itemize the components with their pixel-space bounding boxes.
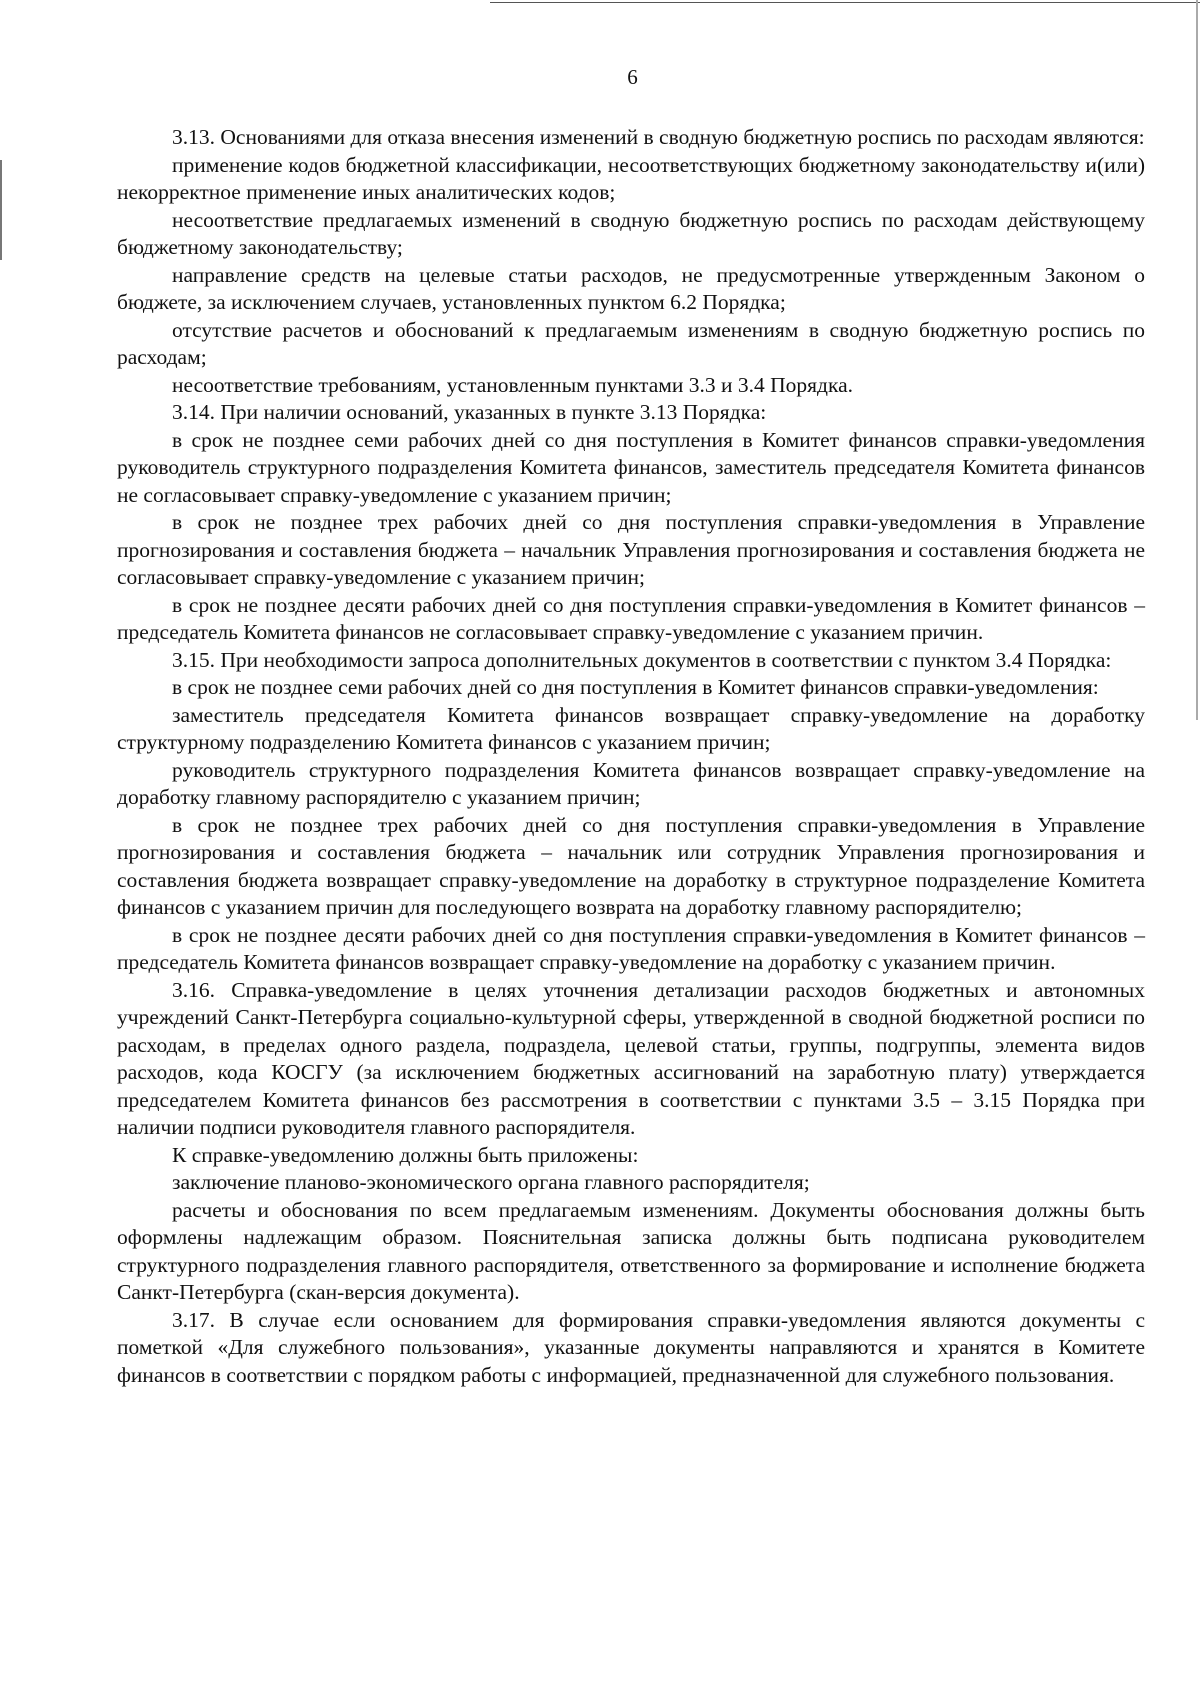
paragraph: в срок не позднее семи рабочих дней со дня поступления в Комитет финансов справки-уведомления руководитель структурного подразделения Комитета финансов, заместитель председателя Комитета финансов не согласовывает справку-уведомление с указанием причин;: [117, 427, 1145, 507]
paragraph: в срок не позднее трех рабочих дней со дня поступления справки-уведомления в Управление прогнозирования и составления бюджета – начальник Управления прогнозирования и составления бюджета не согласовывает справку-уведомление с указанием причин;: [117, 510, 1145, 589]
paragraph: отсутствие расчетов и обоснований к предлагаемым изменениям в сводную бюджетную роспись по расходам;: [117, 317, 1145, 369]
paragraph: заместитель председателя Комитета финансов возвращает справку-уведомление на доработку структурному подразделению Комитета финансов с указанием причин;: [117, 702, 1145, 754]
paragraph-3-14: 3.14. При наличии оснований, указанных в пункте 3.13 Порядка:: [172, 400, 767, 424]
paragraph-3-17: 3.17. В случае если основанием для формирования справки-уведомления являются документы с пометкой «Для служебного пользования», указанные документы направляются и хранятся в Комитете финансов в соответствии с порядком работы с информацией, предназначенной для служебного пользования.: [117, 1307, 1145, 1387]
paragraph: направление средств на целевые статьи расходов, не предусмотренные утвержденным Законом о бюджете, за исключением случаев, установленных пунктом 6.2 Порядка;: [117, 262, 1145, 314]
paragraph: в срок не позднее десяти рабочих дней со дня поступления справки-уведомления в Комитет финансов – председатель Комитета финансов возвращает справку-уведомление на доработку с указанием причин.: [117, 922, 1145, 974]
paragraph: применение кодов бюджетной классификации, несоответствующих бюджетному законодательству и(или) некорректное применение иных аналитических кодов;: [117, 152, 1145, 204]
paragraph-3-15: 3.15. При необходимости запроса дополнительных документов в соответствии с пунктом 3.4 Порядка:: [172, 647, 1112, 672]
document-body: [117, 124, 1145, 1389]
paragraph: заключение планово-экономического органа главного распорядителя;: [172, 1170, 810, 1194]
paragraph: несоответствие предлагаемых изменений в сводную бюджетную роспись по расходам действующему бюджетному законодательству;: [117, 207, 1145, 259]
paragraph: К справке-уведомлению должны быть приложены:: [172, 1142, 639, 1167]
paragraph-3-16: 3.16. Справка-уведомление в целях уточнения детализации расходов бюджетных и автономных учреждений Санкт-Петербурга социально-культурной сферы, утвержденной в сводной бюджетной росписи по расходам, в пределах одного раздела, подраздела, целевой статьи, группы, подгруппы, элемента видов расходов, кода КОСГУ (за исключением бюджетных ассигнований на заработную плату) утверждается председателем Комитета финансов без рассмотрения в соответствии с пунктами 3.5 – 3.15 Порядка при наличии подписи руководителя главного распорядителя.: [117, 977, 1145, 1139]
paragraph: руководитель структурного подразделения Комитета финансов возвращает справку-уведомление на доработку главному распорядителю с указанием причин;: [117, 757, 1145, 809]
page-number: 6: [627, 65, 638, 89]
paragraph-3-13: 3.13. Основаниями для отказа внесения изменений в сводную бюджетную роспись по расходам являются:: [172, 125, 1145, 149]
paragraph: в срок не позднее семи рабочих дней со дня поступления в Комитет финансов справки-уведомления:: [172, 675, 1099, 699]
scan-margin-mark: [0, 160, 2, 260]
paragraph: расчеты и обоснования по всем предлагаемым изменениям. Документы обоснования должны быть оформлены надлежащим образом. Пояснительная записка должны быть подписана руководителем структурного подразделения главного распорядителя, ответственного за формирование и исполнение бюджета Санкт-Петербурга (скан-версия документа).: [117, 1197, 1145, 1304]
paragraph: в срок не позднее трех рабочих дней со дня поступления справки-уведомления в Управление прогнозирования и составления бюджета – начальник или сотрудник Управления прогнозирования и составления бюджета возвращает справку-уведомление на доработку в структурное подразделение Комитета финансов с указанием причин для последующего возврата на доработку главному распорядителю;: [117, 812, 1145, 919]
scan-edge-line: [490, 2, 1200, 3]
paragraph: в срок не позднее десяти рабочих дней со дня поступления справки-уведомления в Комитет финансов – председатель Комитета финансов не согласовывает справку-уведомление с указанием причин.: [117, 592, 1145, 644]
paragraph: несоответствие требованиям, установленным пунктами 3.3 и 3.4 Порядка.: [172, 372, 853, 397]
scan-edge-shadow: [1196, 0, 1198, 720]
